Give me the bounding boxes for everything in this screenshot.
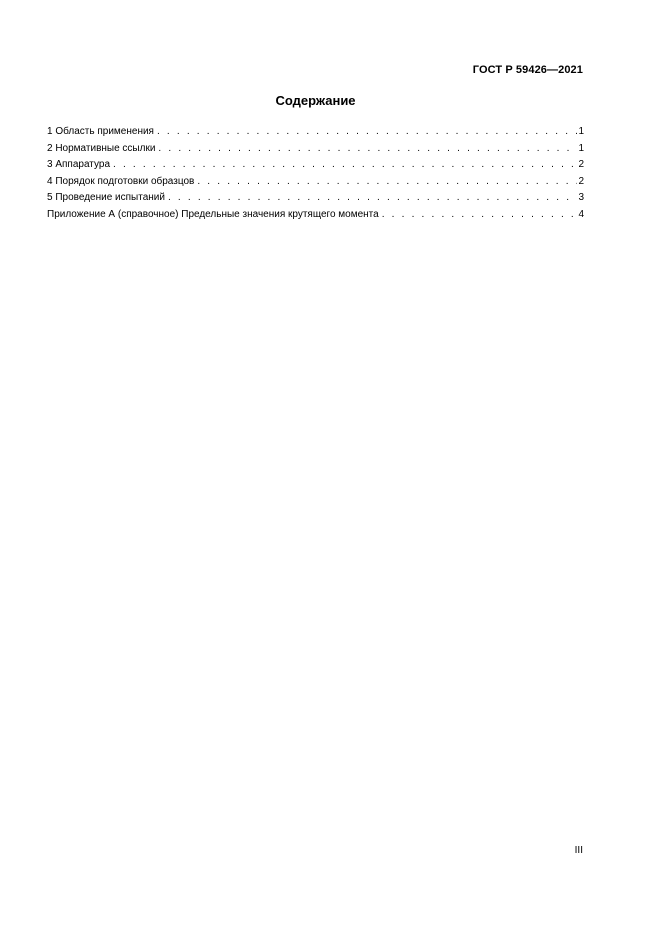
toc-entry-page: 2	[578, 175, 584, 187]
toc-entry[interactable]	[47, 207, 584, 224]
toc-entry[interactable]	[47, 174, 584, 191]
toc-entry[interactable]	[47, 157, 584, 174]
toc-leader-dots	[158, 141, 577, 158]
toc-entry-page: 1	[578, 142, 584, 154]
toc-entry-label: Приложение А (справочное) Предельные значения крутящего момента	[47, 208, 379, 220]
toc-leader-dots	[382, 207, 578, 224]
toc-entry-label: 4 Порядок подготовки образцов	[47, 175, 195, 187]
toc-entry-page: 2	[578, 159, 584, 171]
toc-leader-dots	[168, 190, 577, 207]
table-of-contents	[47, 124, 584, 224]
toc-entry-page: 1	[578, 126, 584, 137]
page-number: III	[574, 845, 583, 856]
toc-entry-label: 1 Область применения	[47, 126, 154, 137]
standard-code: ГОСТ Р 59426—2021	[472, 64, 583, 76]
toc-entry-label: 2 Нормативные ссылки	[47, 142, 156, 154]
toc-entry[interactable]	[47, 141, 584, 158]
toc-entry-label: 3 Аппаратура	[47, 159, 111, 171]
toc-entry-page: 4	[578, 208, 584, 220]
toc-leader-dots	[157, 124, 577, 141]
toc-title: Содержание	[275, 93, 356, 108]
toc-entry[interactable]	[47, 124, 584, 141]
toc-entry-page: 3	[578, 192, 584, 204]
toc-leader-dots	[197, 174, 577, 191]
toc-entry-label: 5 Проведение испытаний	[47, 192, 165, 204]
toc-leader-dots	[113, 157, 577, 174]
toc-entry[interactable]	[47, 190, 584, 207]
